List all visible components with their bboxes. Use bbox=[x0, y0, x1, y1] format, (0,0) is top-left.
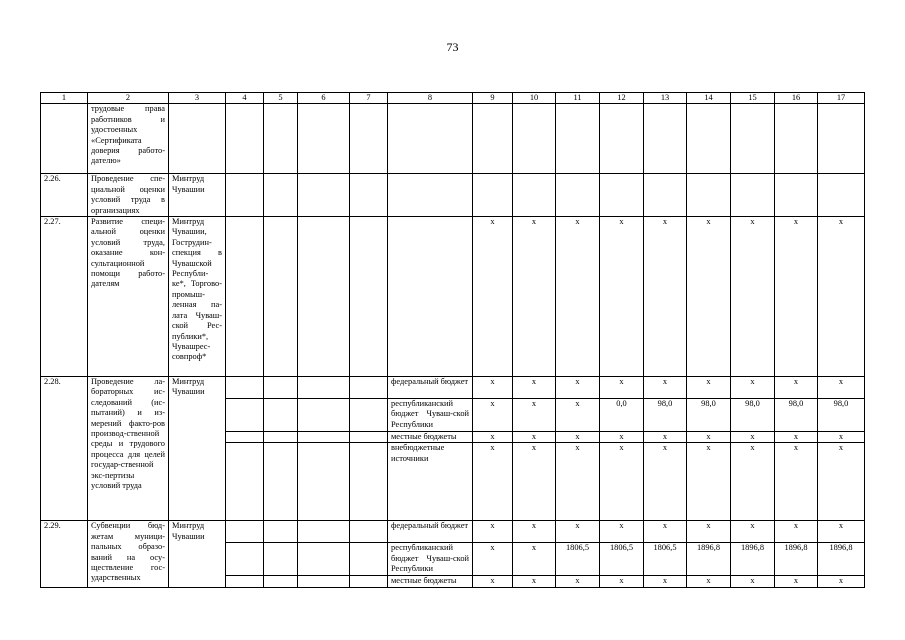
value-cell: х bbox=[513, 399, 556, 432]
value-cell: х bbox=[775, 443, 818, 521]
value-cell: х bbox=[644, 521, 687, 543]
header-cell: 11 bbox=[556, 93, 600, 104]
empty-cell bbox=[350, 217, 388, 377]
header-cell: 3 bbox=[169, 93, 226, 104]
value-cell: х bbox=[600, 217, 644, 377]
empty-cell bbox=[226, 432, 264, 443]
value-cell: х bbox=[513, 377, 556, 399]
value-cell: 98,0 bbox=[775, 399, 818, 432]
empty-cell bbox=[264, 543, 298, 576]
empty-cell bbox=[226, 174, 264, 217]
value-cell: х bbox=[600, 377, 644, 399]
value-cell: х bbox=[473, 432, 513, 443]
empty-cell bbox=[818, 104, 865, 174]
value-cell: 1806,5 bbox=[600, 543, 644, 576]
value-cell: х bbox=[473, 377, 513, 399]
header-cell: 7 bbox=[350, 93, 388, 104]
table-row bbox=[41, 217, 865, 377]
empty-cell bbox=[226, 377, 264, 399]
empty-cell bbox=[298, 432, 350, 443]
table-row bbox=[41, 174, 865, 217]
header-cell: 2 bbox=[88, 93, 169, 104]
value-cell: х bbox=[473, 576, 513, 587]
measure-name-cell: трудовые права работников и удостоенных «Сертификата доверия работо-дателю» bbox=[88, 104, 169, 174]
empty-cell bbox=[226, 399, 264, 432]
empty-cell bbox=[226, 576, 264, 587]
value-cell: 1896,8 bbox=[818, 543, 865, 576]
empty-cell bbox=[556, 174, 600, 217]
value-cell: х bbox=[731, 377, 775, 399]
row-number-cell bbox=[41, 104, 88, 174]
empty-cell bbox=[298, 217, 350, 377]
table-row bbox=[41, 104, 865, 174]
value-cell: х bbox=[818, 443, 865, 521]
executor-cell: Минтруд Чувашии bbox=[169, 521, 226, 587]
value-cell: х bbox=[775, 432, 818, 443]
empty-cell bbox=[298, 443, 350, 521]
empty-cell bbox=[226, 104, 264, 174]
measure-name-cell: Развитие специ-альной оценки условий труда, оказание кон-сультационной помощи работо-дателям bbox=[88, 217, 169, 377]
value-cell: 0,0 bbox=[600, 399, 644, 432]
value-cell: х bbox=[687, 217, 731, 377]
empty-cell bbox=[298, 399, 350, 432]
value-cell: х bbox=[556, 521, 600, 543]
value-cell: х bbox=[775, 576, 818, 587]
empty-cell bbox=[264, 104, 298, 174]
empty-cell bbox=[350, 576, 388, 587]
empty-cell bbox=[350, 443, 388, 521]
empty-cell bbox=[226, 543, 264, 576]
executor-cell: Минтруд Чувашии, Гострудин-спекция в Чувашской Республи-ке*, Торгово-промыш-ленная па-лата Чуваш-ской Рес-публики*, Чувашрес-совпроф* bbox=[169, 217, 226, 377]
value-cell: х bbox=[513, 217, 556, 377]
value-cell: х bbox=[556, 217, 600, 377]
empty-cell bbox=[388, 104, 473, 174]
value-cell: х bbox=[731, 576, 775, 587]
value-cell: х bbox=[818, 576, 865, 587]
row-number-cell: 2.27. bbox=[41, 217, 88, 377]
value-cell: х bbox=[556, 377, 600, 399]
empty-cell bbox=[818, 174, 865, 217]
executor-cell: Минтруд Чувашии bbox=[169, 174, 226, 217]
value-cell: х bbox=[513, 543, 556, 576]
value-cell: 1806,5 bbox=[556, 543, 600, 576]
empty-cell bbox=[350, 104, 388, 174]
empty-cell bbox=[513, 104, 556, 174]
value-cell: х bbox=[600, 432, 644, 443]
value-cell: х bbox=[473, 521, 513, 543]
value-cell: х bbox=[644, 443, 687, 521]
header-cell: 15 bbox=[731, 93, 775, 104]
value-cell: х bbox=[644, 377, 687, 399]
value-cell: 1896,8 bbox=[731, 543, 775, 576]
value-cell: х bbox=[731, 443, 775, 521]
value-cell: х bbox=[556, 576, 600, 587]
empty-cell bbox=[264, 174, 298, 217]
empty-cell bbox=[388, 174, 473, 217]
value-cell: х bbox=[687, 443, 731, 521]
empty-cell bbox=[687, 174, 731, 217]
header-cell: 8 bbox=[388, 93, 473, 104]
header-cell: 5 bbox=[264, 93, 298, 104]
empty-cell bbox=[264, 521, 298, 543]
empty-cell bbox=[731, 174, 775, 217]
header-cell: 12 bbox=[600, 93, 644, 104]
funding-source-cell: федеральный бюджет bbox=[388, 377, 473, 399]
header-cell: 13 bbox=[644, 93, 687, 104]
empty-cell bbox=[298, 521, 350, 543]
measure-name-cell: Проведение ла-бораторных ис-следований (ис-пытаний) и из-мерений факто-ров производ-ственной среды и трудового процесса для целей государ-ственной экс-пертизы условий труда bbox=[88, 377, 169, 521]
value-cell: х bbox=[556, 432, 600, 443]
empty-cell bbox=[556, 104, 600, 174]
value-cell: х bbox=[556, 443, 600, 521]
empty-cell bbox=[264, 217, 298, 377]
header-cell: 4 bbox=[226, 93, 264, 104]
funding-source-cell: внебюджетные источники bbox=[388, 443, 473, 521]
header-cell: 1 bbox=[41, 93, 88, 104]
row-number-cell: 2.26. bbox=[41, 174, 88, 217]
funding-source-cell: федеральный бюджет bbox=[388, 521, 473, 543]
empty-cell bbox=[264, 432, 298, 443]
empty-cell bbox=[298, 174, 350, 217]
value-cell: х bbox=[473, 399, 513, 432]
row-number-cell: 2.28. bbox=[41, 377, 88, 521]
value-cell: 1896,8 bbox=[775, 543, 818, 576]
empty-cell bbox=[644, 104, 687, 174]
header-cell: 6 bbox=[298, 93, 350, 104]
header-cell: 17 bbox=[818, 93, 865, 104]
empty-cell bbox=[350, 377, 388, 399]
measure-name-cell: Проведение спе-циальной оценки условий труда в организациях bbox=[88, 174, 169, 217]
empty-cell bbox=[600, 104, 644, 174]
value-cell: х bbox=[644, 432, 687, 443]
value-cell: х bbox=[818, 521, 865, 543]
value-cell: х bbox=[600, 443, 644, 521]
value-cell: х bbox=[818, 432, 865, 443]
table-row bbox=[41, 377, 865, 399]
value-cell: 98,0 bbox=[644, 399, 687, 432]
value-cell: х bbox=[731, 217, 775, 377]
value-cell: х bbox=[775, 377, 818, 399]
value-cell: 98,0 bbox=[731, 399, 775, 432]
empty-cell bbox=[226, 443, 264, 521]
funding-source-cell: республиканский бюджет Чуваш-ской Республики bbox=[388, 543, 473, 576]
value-cell: х bbox=[513, 443, 556, 521]
table-row bbox=[41, 521, 865, 543]
value-cell: х bbox=[687, 432, 731, 443]
value-cell: х bbox=[473, 443, 513, 521]
value-cell: х bbox=[513, 432, 556, 443]
page-number: 73 bbox=[446, 40, 459, 54]
value-cell: х bbox=[687, 576, 731, 587]
empty-cell bbox=[687, 104, 731, 174]
empty-cell bbox=[775, 104, 818, 174]
value-cell: х bbox=[818, 377, 865, 399]
empty-cell bbox=[350, 174, 388, 217]
funding-source-cell bbox=[388, 217, 473, 377]
value-cell: х bbox=[775, 217, 818, 377]
value-cell: 1896,8 bbox=[687, 543, 731, 576]
empty-cell bbox=[350, 432, 388, 443]
value-cell: х bbox=[473, 217, 513, 377]
value-cell: х bbox=[687, 521, 731, 543]
row-number-cell: 2.29. bbox=[41, 521, 88, 587]
empty-cell bbox=[775, 174, 818, 217]
header-cell: 14 bbox=[687, 93, 731, 104]
program-table bbox=[40, 92, 865, 588]
value-cell: 98,0 bbox=[687, 399, 731, 432]
value-cell: х bbox=[731, 432, 775, 443]
executor-cell bbox=[169, 104, 226, 174]
value-cell: х bbox=[644, 576, 687, 587]
header-cell: 9 bbox=[473, 93, 513, 104]
empty-cell bbox=[350, 543, 388, 576]
empty-cell bbox=[264, 576, 298, 587]
header-row bbox=[41, 93, 865, 104]
empty-cell bbox=[644, 174, 687, 217]
empty-cell bbox=[298, 576, 350, 587]
measure-name-cell: Субвенции бюд-жетам муници-пальных образо-ваний на осу-ществление гос-ударственных bbox=[88, 521, 169, 587]
empty-cell bbox=[264, 399, 298, 432]
value-cell: х bbox=[818, 217, 865, 377]
empty-cell bbox=[226, 217, 264, 377]
funding-source-cell: местные бюджеты bbox=[388, 576, 473, 587]
value-cell: х bbox=[644, 217, 687, 377]
funding-source-cell: республиканский бюджет Чуваш-ской Республики bbox=[388, 399, 473, 432]
empty-cell bbox=[473, 104, 513, 174]
empty-cell bbox=[298, 543, 350, 576]
empty-cell bbox=[264, 443, 298, 521]
value-cell: х bbox=[687, 377, 731, 399]
empty-cell bbox=[298, 104, 350, 174]
executor-cell: Минтруд Чувашии bbox=[169, 377, 226, 521]
empty-cell bbox=[298, 377, 350, 399]
value-cell: х bbox=[600, 521, 644, 543]
empty-cell bbox=[350, 399, 388, 432]
header-cell: 10 bbox=[513, 93, 556, 104]
value-cell: х bbox=[556, 399, 600, 432]
value-cell: х bbox=[473, 543, 513, 576]
value-cell: х bbox=[513, 521, 556, 543]
empty-cell bbox=[473, 174, 513, 217]
value-cell: х bbox=[775, 521, 818, 543]
empty-cell bbox=[264, 377, 298, 399]
empty-cell bbox=[350, 521, 388, 543]
value-cell: х bbox=[600, 576, 644, 587]
value-cell: х bbox=[731, 521, 775, 543]
value-cell: х bbox=[513, 576, 556, 587]
value-cell: 98,0 bbox=[818, 399, 865, 432]
funding-source-cell: местные бюджеты bbox=[388, 432, 473, 443]
header-cell: 16 bbox=[775, 93, 818, 104]
empty-cell bbox=[731, 104, 775, 174]
value-cell: 1806,5 bbox=[644, 543, 687, 576]
empty-cell bbox=[513, 174, 556, 217]
empty-cell bbox=[226, 521, 264, 543]
empty-cell bbox=[600, 174, 644, 217]
